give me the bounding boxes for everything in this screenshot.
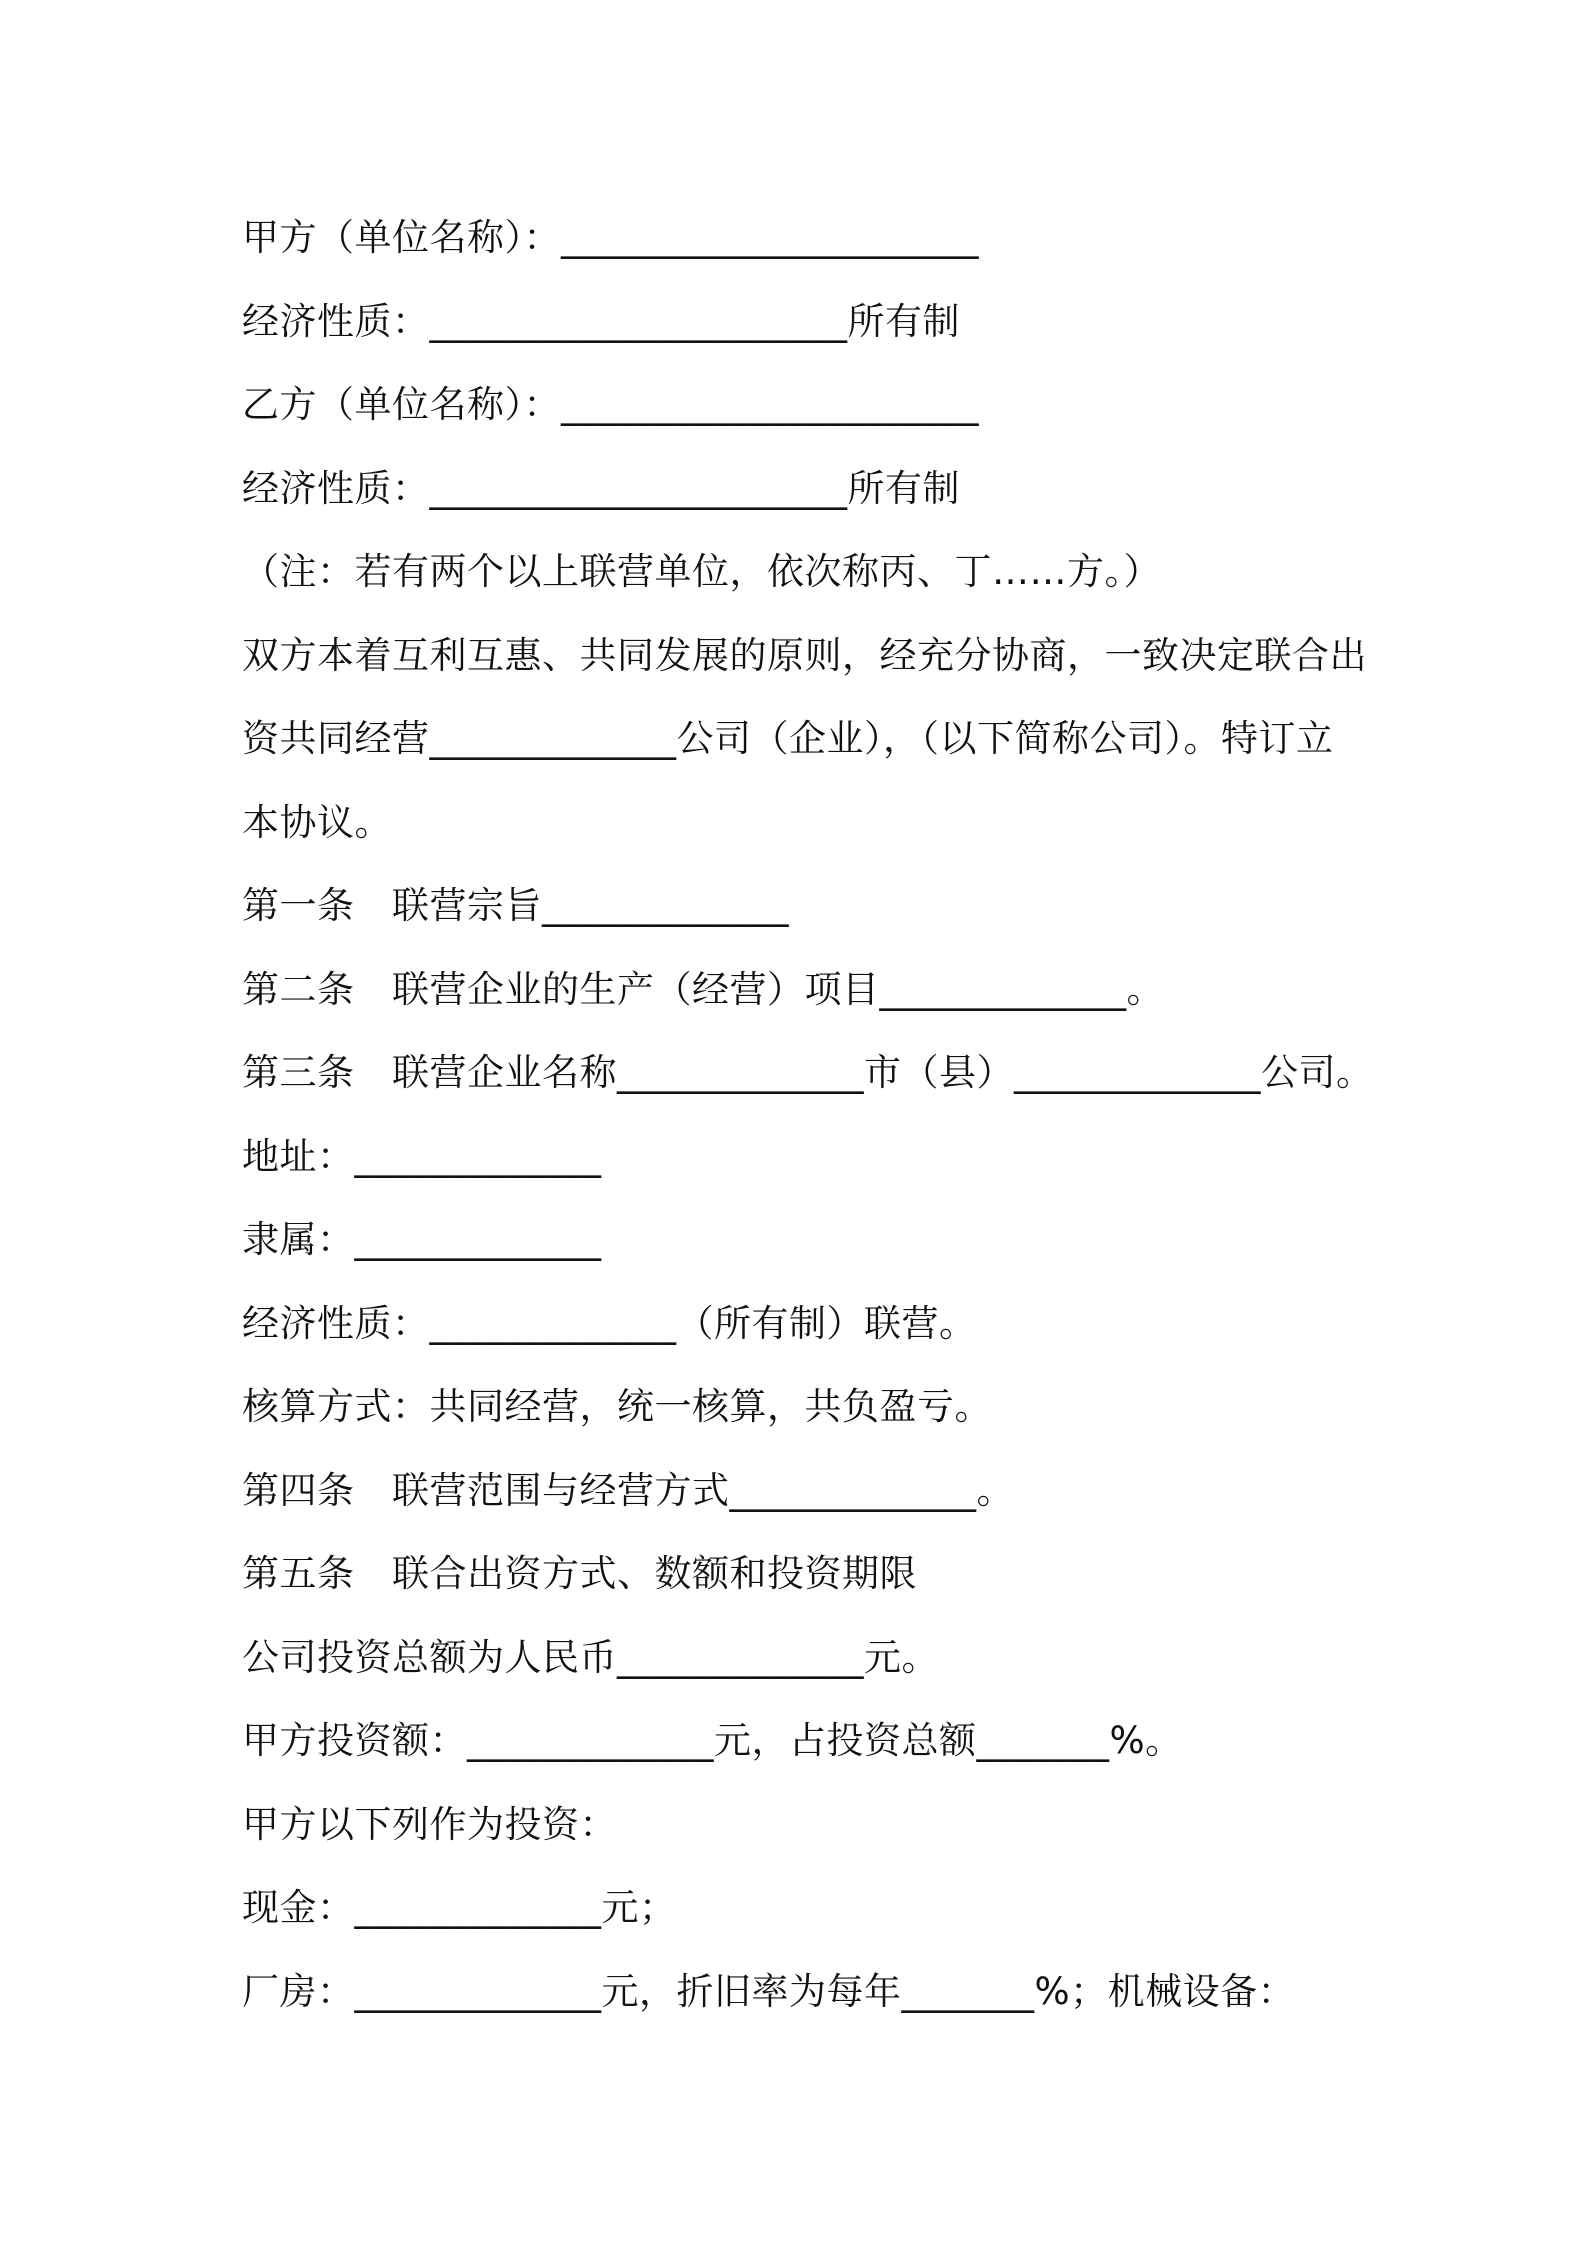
total-investment: 公司投资总额为人民币_____________元。: [242, 1635, 939, 1679]
party-a-name: 甲方（单位名称）：______________________: [242, 216, 979, 259]
preamble-line-3: 本协议。: [242, 800, 392, 844]
plant-investment: 厂房：_____________元，折旧率为每年_______%；机械设备：: [242, 1969, 1296, 2013]
accounting-method: 核算方式：共同经营，统一核算，共负盈亏。: [242, 1385, 992, 1428]
article-4-scope: 第四条 联营范围与经营方式_____________。: [242, 1468, 1014, 1512]
cash-investment: 现金：_____________元；: [242, 1886, 677, 1929]
party-b-economic-nature: 经济性质：______________________所有制: [242, 466, 960, 510]
article-5-investment: 第五条 联合出资方式、数额和投资期限: [242, 1552, 917, 1595]
preamble-line-1: 双方本着互利互惠、共同发展的原则，经充分协商，一致决定联合出: [242, 633, 1367, 677]
party-b-name: 乙方（单位名称）：______________________: [242, 383, 979, 426]
party-a-investment-items: 甲方以下列作为投资：: [242, 1802, 617, 1846]
party-a-economic-nature: 经济性质：______________________所有制: [242, 299, 960, 343]
company-economic-nature: 经济性质：_____________（所有制）联营。: [242, 1301, 977, 1345]
article-1-purpose: 第一条 联营宗旨_____________: [242, 884, 789, 927]
article-2-project: 第二条 联营企业的生产（经营）项目_____________。: [242, 967, 1164, 1011]
article-3-company-name: 第三条 联营企业名称_____________市（县）_____________公司。: [242, 1051, 1374, 1094]
note-additional-parties: （注：若有两个以上联营单位，依次称丙、丁……方。）: [242, 550, 1161, 593]
address-field: 地址：_____________: [242, 1134, 602, 1178]
party-a-investment: 甲方投资额：_____________元，占投资总额_______%。: [242, 1719, 1183, 1762]
contract-body: [242, 196, 1374, 2033]
affiliation-field: 隶属：_____________: [242, 1218, 602, 1261]
preamble-line-2: 资共同经营_____________公司（企业），（以下简称公司）。特订立: [242, 717, 1334, 760]
